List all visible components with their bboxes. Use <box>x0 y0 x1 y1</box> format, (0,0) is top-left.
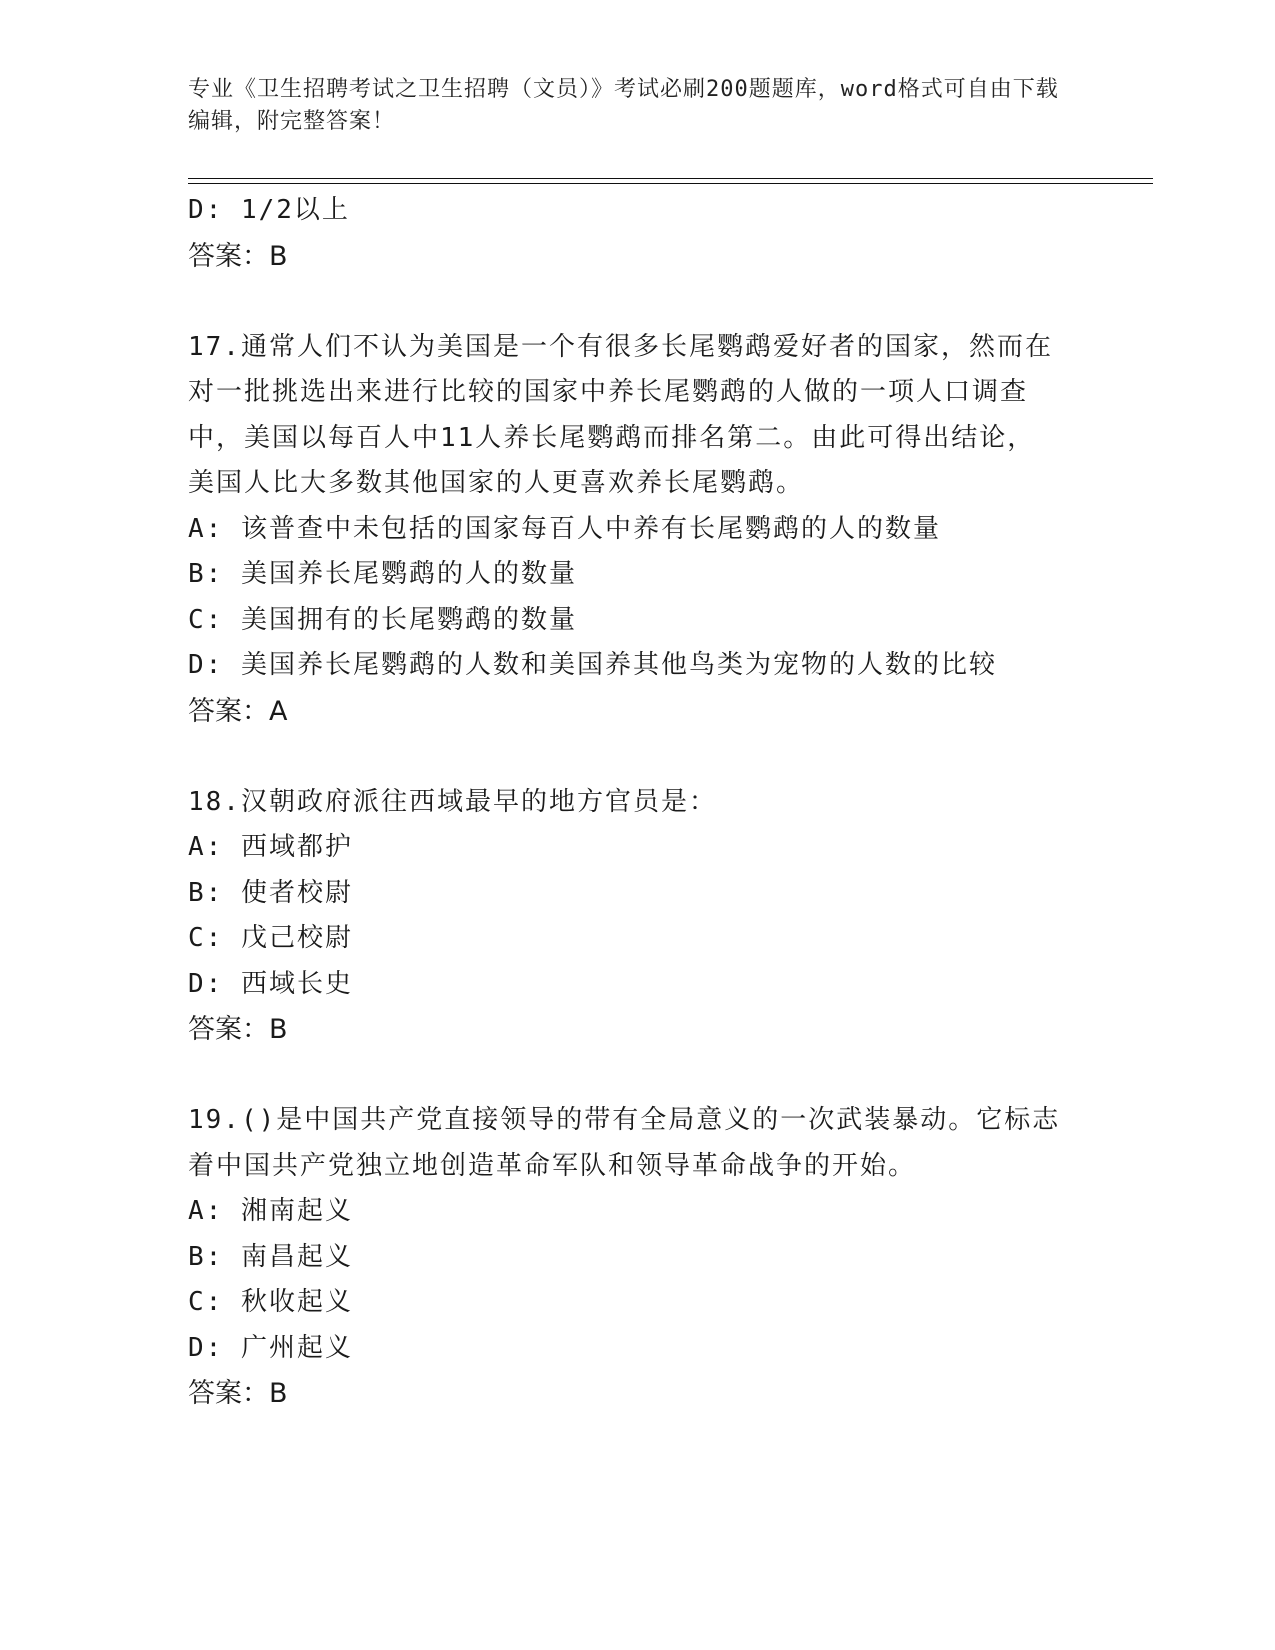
option-a: A: 西域都护 <box>188 832 353 862</box>
question-stem-line: 对一批挑选出来进行比较的国家中养长尾鹦鹉的人做的一项人口调查 <box>188 377 1029 407</box>
question-block-18 <box>188 780 1088 1053</box>
option-b: B: 南昌起义 <box>188 1241 353 1272</box>
question-stem-line: 19.()是中国共产党直接领导的带有全局意义的一次武装暴动。它标志 <box>188 1105 1061 1135</box>
spacer <box>188 279 1088 325</box>
question-stem-line: 18.汉朝政府派往西域最早的地方官员是： <box>188 786 717 817</box>
answer: 答案：B <box>188 1378 288 1409</box>
option-d: D: 美国养长尾鹦鹉的人数和美国养其他鸟类为宠物的人数的比较 <box>188 650 997 680</box>
option-a: A: 湘南起义 <box>188 1196 353 1226</box>
option-d-previous: D: 1/2以上 <box>188 195 350 225</box>
spacer <box>188 734 1088 780</box>
question-stem-line: 17.通常人们不认为美国是一个有很多长尾鹦鹉爱好者的国家，然而在 <box>188 331 1053 362</box>
option-a: A: 该普查中未包括的国家每百人中养有长尾鹦鹉的人的数量 <box>188 513 941 544</box>
option-c: C: 秋收起义 <box>188 1287 353 1317</box>
question-stem-line: 着中国共产党独立地创造革命军队和领导革命战争的开始。 <box>188 1150 917 1181</box>
question-content <box>188 188 1088 1417</box>
answer-previous: 答案：B <box>188 240 288 272</box>
question-stem-line: 美国人比大多数其他国家的人更喜欢养长尾鹦鹉。 <box>188 468 805 498</box>
header-rule-bottom <box>188 183 1153 184</box>
answer: 答案：B <box>188 1014 288 1045</box>
option-b: B: 使者校尉 <box>188 877 353 908</box>
option-d: D: 西域长史 <box>188 968 353 999</box>
question-block-17 <box>188 325 1088 735</box>
question-block-19 <box>188 1098 1088 1417</box>
question-stem-line: 中，美国以每百人中11人养长尾鹦鹉而排名第二。由此可得出结论， <box>188 422 1036 453</box>
document-header <box>188 74 1068 138</box>
option-c: C: 美国拥有的长尾鹦鹉的数量 <box>188 604 577 635</box>
answer: 答案：A <box>188 695 288 727</box>
option-c: C: 戊己校尉 <box>188 923 353 953</box>
header-rule-top <box>188 178 1153 179</box>
header-text: 专业《卫生招聘考试之卫生招聘（文员）》考试必刷200题题库，word格式可自由下载编辑，附完整答案！ <box>188 77 1059 134</box>
option-d: D: 广州起义 <box>188 1332 353 1363</box>
option-b: B: 美国养长尾鹦鹉的人的数量 <box>188 559 577 589</box>
spacer <box>188 1053 1088 1099</box>
